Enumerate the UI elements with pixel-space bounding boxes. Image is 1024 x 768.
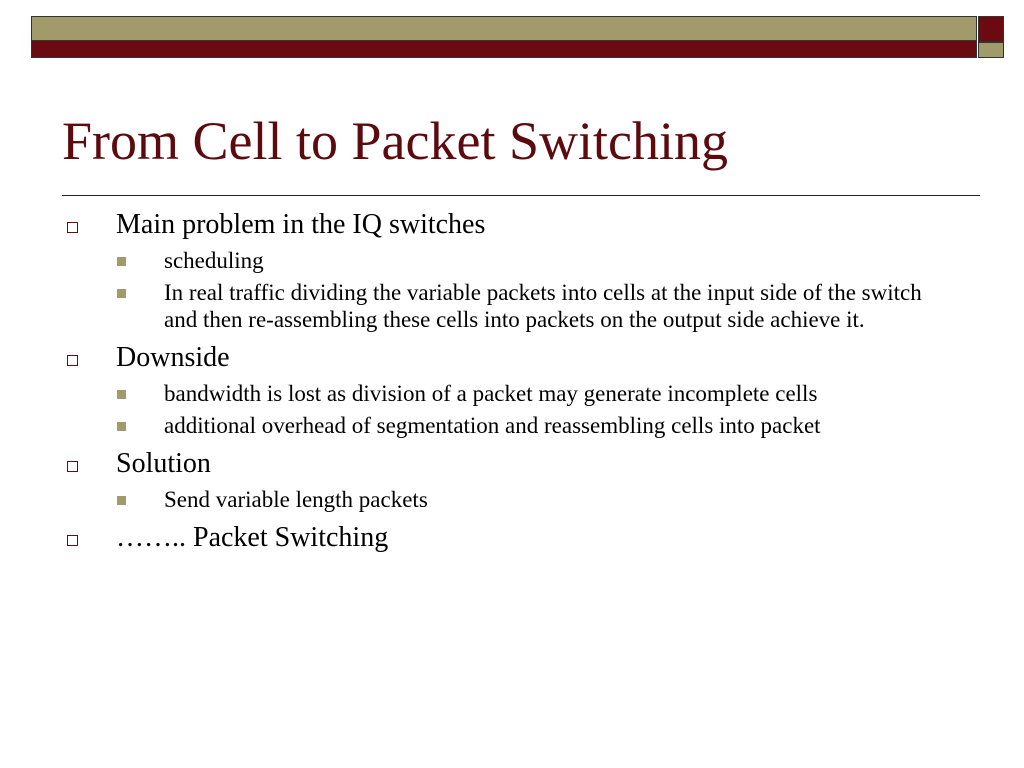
filled-square-bullet-icon (117, 496, 126, 505)
hollow-square-bullet-icon (67, 535, 78, 546)
sub-bullet-bandwidth-lost (60, 380, 960, 407)
hollow-square-bullet-icon (67, 461, 78, 472)
header-band-maroon-stripe (32, 40, 976, 57)
sub-bullet-text: bandwidth is lost as division of a packet may generate incomplete cells (164, 381, 818, 406)
sub-bullet-text: Send variable length packets (164, 487, 428, 512)
filled-square-bullet-icon (117, 289, 126, 298)
header-band (31, 16, 977, 58)
bullet-solution (60, 447, 960, 481)
sub-bullet-text: additional overhead of segmentation and reassembling cells into packet (164, 413, 821, 438)
filled-square-bullet-icon (117, 422, 126, 431)
sub-bullet-text: scheduling (164, 248, 264, 273)
filled-square-bullet-icon (117, 390, 126, 399)
bullet-packet-switching (60, 521, 960, 555)
sub-bullet-overhead (60, 412, 960, 439)
corner-block-maroon (978, 16, 1004, 42)
sub-bullet-real-traffic (60, 279, 960, 333)
sub-bullet-variable-length (60, 486, 960, 513)
bullet-downside (60, 341, 960, 375)
corner-block-olive (978, 42, 1004, 58)
sub-bullet-scheduling (60, 247, 960, 274)
sub-bullet-text: In real traffic dividing the variable packets into cells at the input side of the switch and then re-assembling these cells into packets on the output side achieve it. (164, 280, 922, 332)
bullet-text: Downside (116, 342, 230, 373)
bullet-main-problem (60, 208, 960, 242)
hollow-square-bullet-icon (67, 355, 78, 366)
hollow-square-bullet-icon (67, 222, 78, 233)
title-divider (62, 195, 980, 196)
slide-body (60, 204, 960, 555)
bullet-text: Main problem in the IQ switches (116, 209, 486, 240)
filled-square-bullet-icon (117, 257, 126, 266)
bullet-text: Solution (116, 448, 211, 479)
bullet-text: …….. Packet Switching (116, 522, 389, 553)
slide-title: From Cell to Packet Switching (62, 111, 728, 171)
